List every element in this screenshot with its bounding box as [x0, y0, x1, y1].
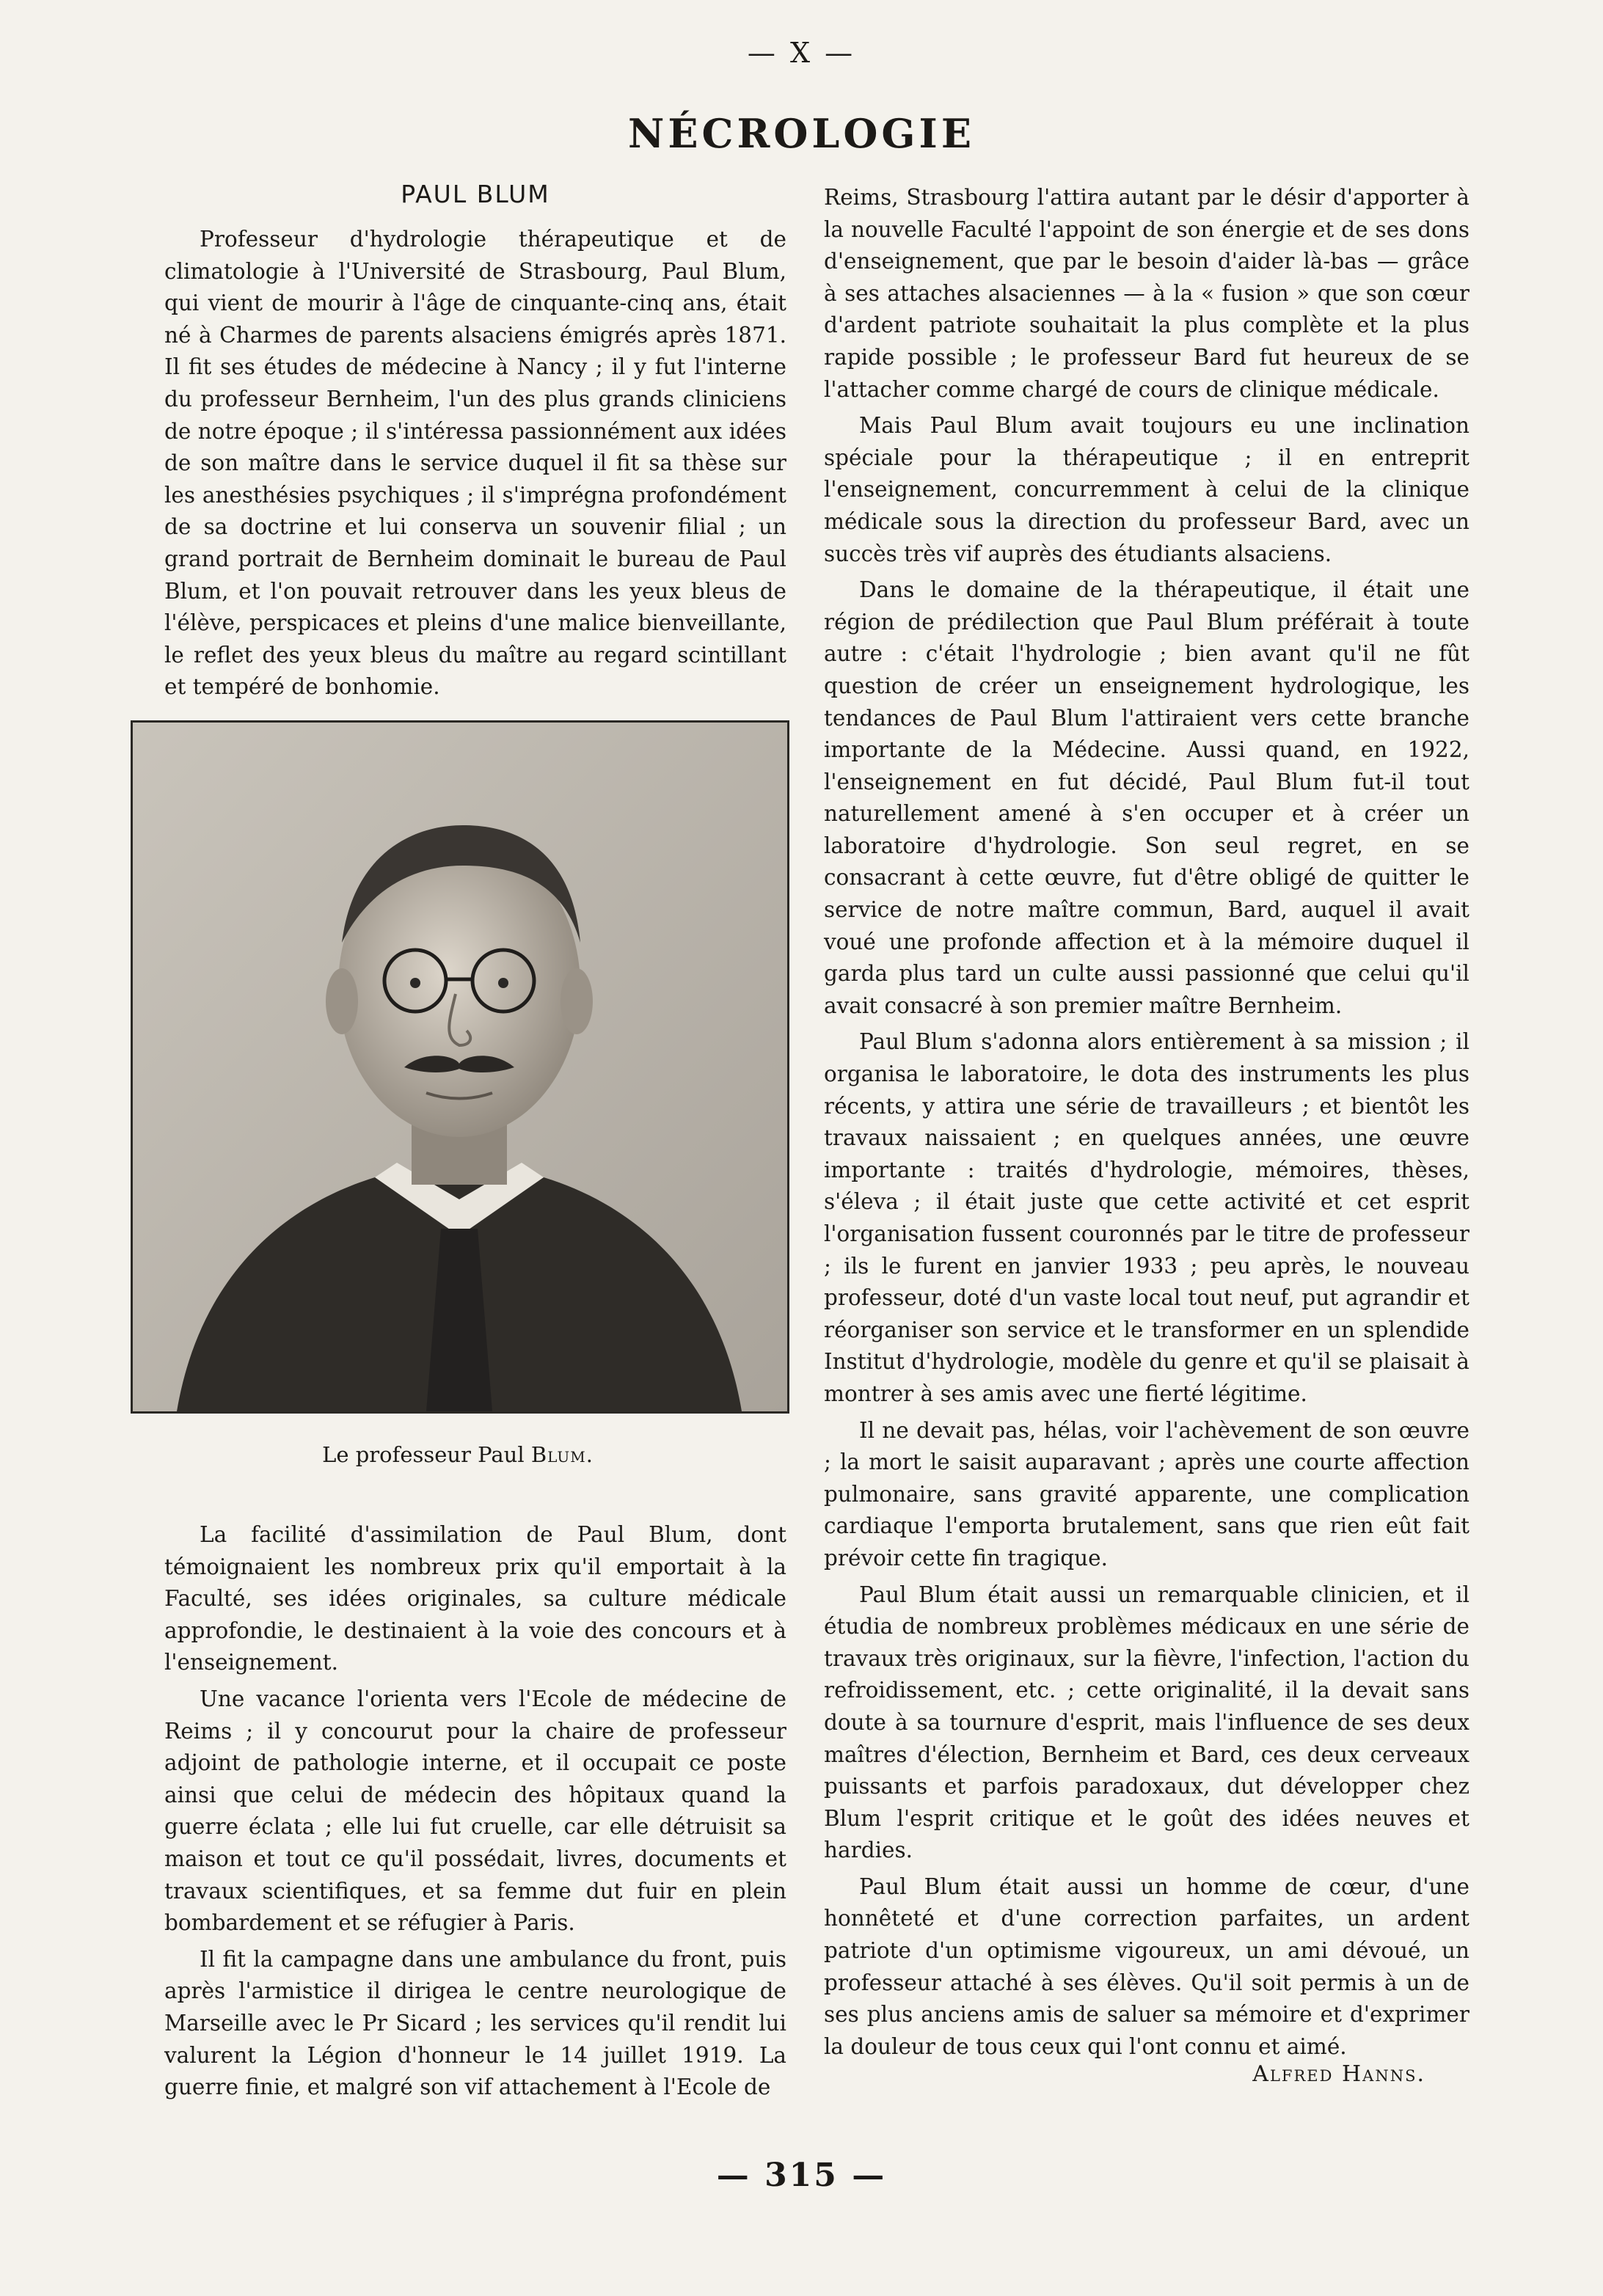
article-title: PAUL BLUM	[401, 180, 550, 208]
roman-numeral-header: — X —	[747, 37, 856, 69]
photo-caption	[131, 1442, 785, 1467]
paragraph: Il fit la campagne dans une ambulance du front, puis après l'armistice il dirigea le centre neurologique de Marseille avec le Pr Sicard ; les services qu'il rendit lui valurent la Légion d'honneur le 14 juillet 1919. La guerre finie, et malgré son vif attachement à l'Ecole de	[164, 1946, 786, 2100]
author-signature: Alfred Hanns.	[1252, 2061, 1425, 2087]
left-column-top	[164, 224, 786, 708]
portrait-illustration	[133, 723, 787, 1411]
portrait-photo	[131, 720, 789, 1414]
page-number: — 315 —	[716, 2157, 887, 2194]
section-title: NÉCROLOGIE	[628, 110, 975, 157]
paragraph: Paul Blum s'adonna alors entièrement à sa mission ; il organisa le laboratoire, le dota des instruments les plus récents, y attira une série de travailleurs ; et bientôt les travaux naissaient ; en quelques années, une œuvre importante : traités d'hydrologie, mémoires, thèses, s'éleva ; il était juste que cette activité et cet esprit l'organisation fussent couronnés par le titre de professeur ; ils le furent en janvier 1933 ; peu après, le nouveau professeur, doté d'un vaste local tout neuf, put agrandir et réorganiser son service et le transformer en un splendide Institut d'hydrologie, modèle du genre et qu'il se plaisait à montrer à ses amis avec une fierté légitime.	[824, 1029, 1469, 1406]
paragraph: Reims, Strasbourg l'attira autant par le désir d'apporter à la nouvelle Faculté l'appoint de son énergie et de ses dons d'enseignement, que par le besoin d'aider là-bas — grâce à ses attaches alsaciennes — à la « fusion » que son cœur d'ardent patriote souhaitait la plus complète et la plus rapide possible ; le professeur Bard fut heureux de se l'attacher comme chargé de cours de clinique médicale.	[824, 185, 1469, 402]
paragraph: La facilité d'assimilation de Paul Blum, dont témoignaient les nombreux prix qu'il emportait à la Faculté, ses idées originales, sa culture médicale approfondie, le destinaient à la voie des concours et à l'enseignement.	[164, 1522, 786, 1675]
paragraph: Dans le domaine de la thérapeutique, il était une région de prédilection que Paul Blum préférait à toute autre : c'était l'hydrologie ; bien avant qu'il ne fût question de créer un enseignement hydrologique, les tendances de Paul Blum l'attiraient vers cette branche importante de la Médecine. Aussi quand, en 1922, l'enseignement en fut décidé, Paul Blum fut-il tout naturellement amené à s'en occuper et à créer un laboratoire d'hydrologie. Son seul regret, en se consacrant à cette œuvre, fut d'être obligé de quitter le service de notre maître commun, Bard, auquel il avait voué une profonde affection et à la mémoire duquel il garda plus tard un culte aussi passionné que celui qu'il avait consacré à son premier maître Bernheim.	[824, 577, 1469, 1018]
paragraph: Mais Paul Blum avait toujours eu une inclination spéciale pour la thérapeutique ; il en entreprit l'enseignement, concurremment à celui de la clinique médicale sous la direction du professeur Bard, avec un succès très vif auprès des étudiants alsaciens.	[824, 413, 1469, 566]
paragraph: Paul Blum était aussi un remarquable clinicien, et il étudia de nombreux problèmes médicaux en une série de travaux très originaux, sur la fièvre, l'infection, l'action du refroidissement, etc. ; cette originalité, il la devait sans doute à sa tournure d'esprit, mais l'influence de ses deux maîtres d'élection, Bernheim et Bard, ces deux cerveaux puissants et parfois paradoxaux, dut développer chez Blum l'esprit critique et le goût des idées neuves et hardies.	[824, 1582, 1469, 1863]
paragraph: Professeur d'hydrologie thérapeutique et de climatologie à l'Université de Strasbourg, Paul Blum, qui vient de mourir à l'âge de cinquante-cinq ans, était né à Charmes de parents alsaciens émigrés après 1871. Il fit ses études de médecine à Nancy ; il y fut l'interne du professeur Bernheim, l'un des plus grands cliniciens de notre époque ; il s'intéressa passionnément aux idées de son maître dans le service duquel il fit sa thèse sur les anesthésies psychiques ; il s'imprégna profondément de sa doctrine et lui conserva un souvenir filial ; un grand portrait de Bernheim dominait le bureau de Paul Blum, et l'on pouvait retrouver dans les yeux bleus de l'élève, perspicaces et pleins d'une malice bienveillante, le reflet des yeux bleus du maître au regard scintillant et tempéré de bonhomie.	[164, 227, 786, 700]
photo-caption-name: Blum.	[530, 1442, 594, 1467]
paragraph: Paul Blum était aussi un homme de cœur, d'une honnêteté et d'une correction parfaites, un ardent patriote d'un optimisme vigoureux, un ami dévoué, un professeur attaché à ses élèves. Qu'il soit permis à un de ses plus anciens amis de saluer sa mémoire et d'exprimer la douleur de tous ceux qui l'ont connu et aimé.	[824, 1873, 1469, 2059]
photo-caption-prefix: Le professeur Paul	[322, 1442, 525, 1467]
paragraph: Une vacance l'orienta vers l'Ecole de médecine de Reims ; il y concourut pour la chaire de professeur adjoint de pathologie interne, et il occupait ce poste ainsi que celui de médecin des hôpitaux quand la guerre éclata ; elle lui fut cruelle, car elle détruisit sa maison et tout ce qu'il possédait, livres, documents et travaux scientifiques, et sa femme dut fuir en plein bombardement et se réfugier à Paris.	[164, 1686, 786, 1936]
right-column	[824, 182, 1469, 2067]
paragraph: Il ne devait pas, hélas, voir l'achèvement de son œuvre ; la mort le saisit auparavant ; après une courte affection pulmonaire, sans gravité apparente, une complication cardiaque l'emporta brutalement, sans que rien eût fait prévoir cette fin tragique.	[824, 1417, 1469, 1571]
left-column-bottom	[164, 1519, 786, 2108]
